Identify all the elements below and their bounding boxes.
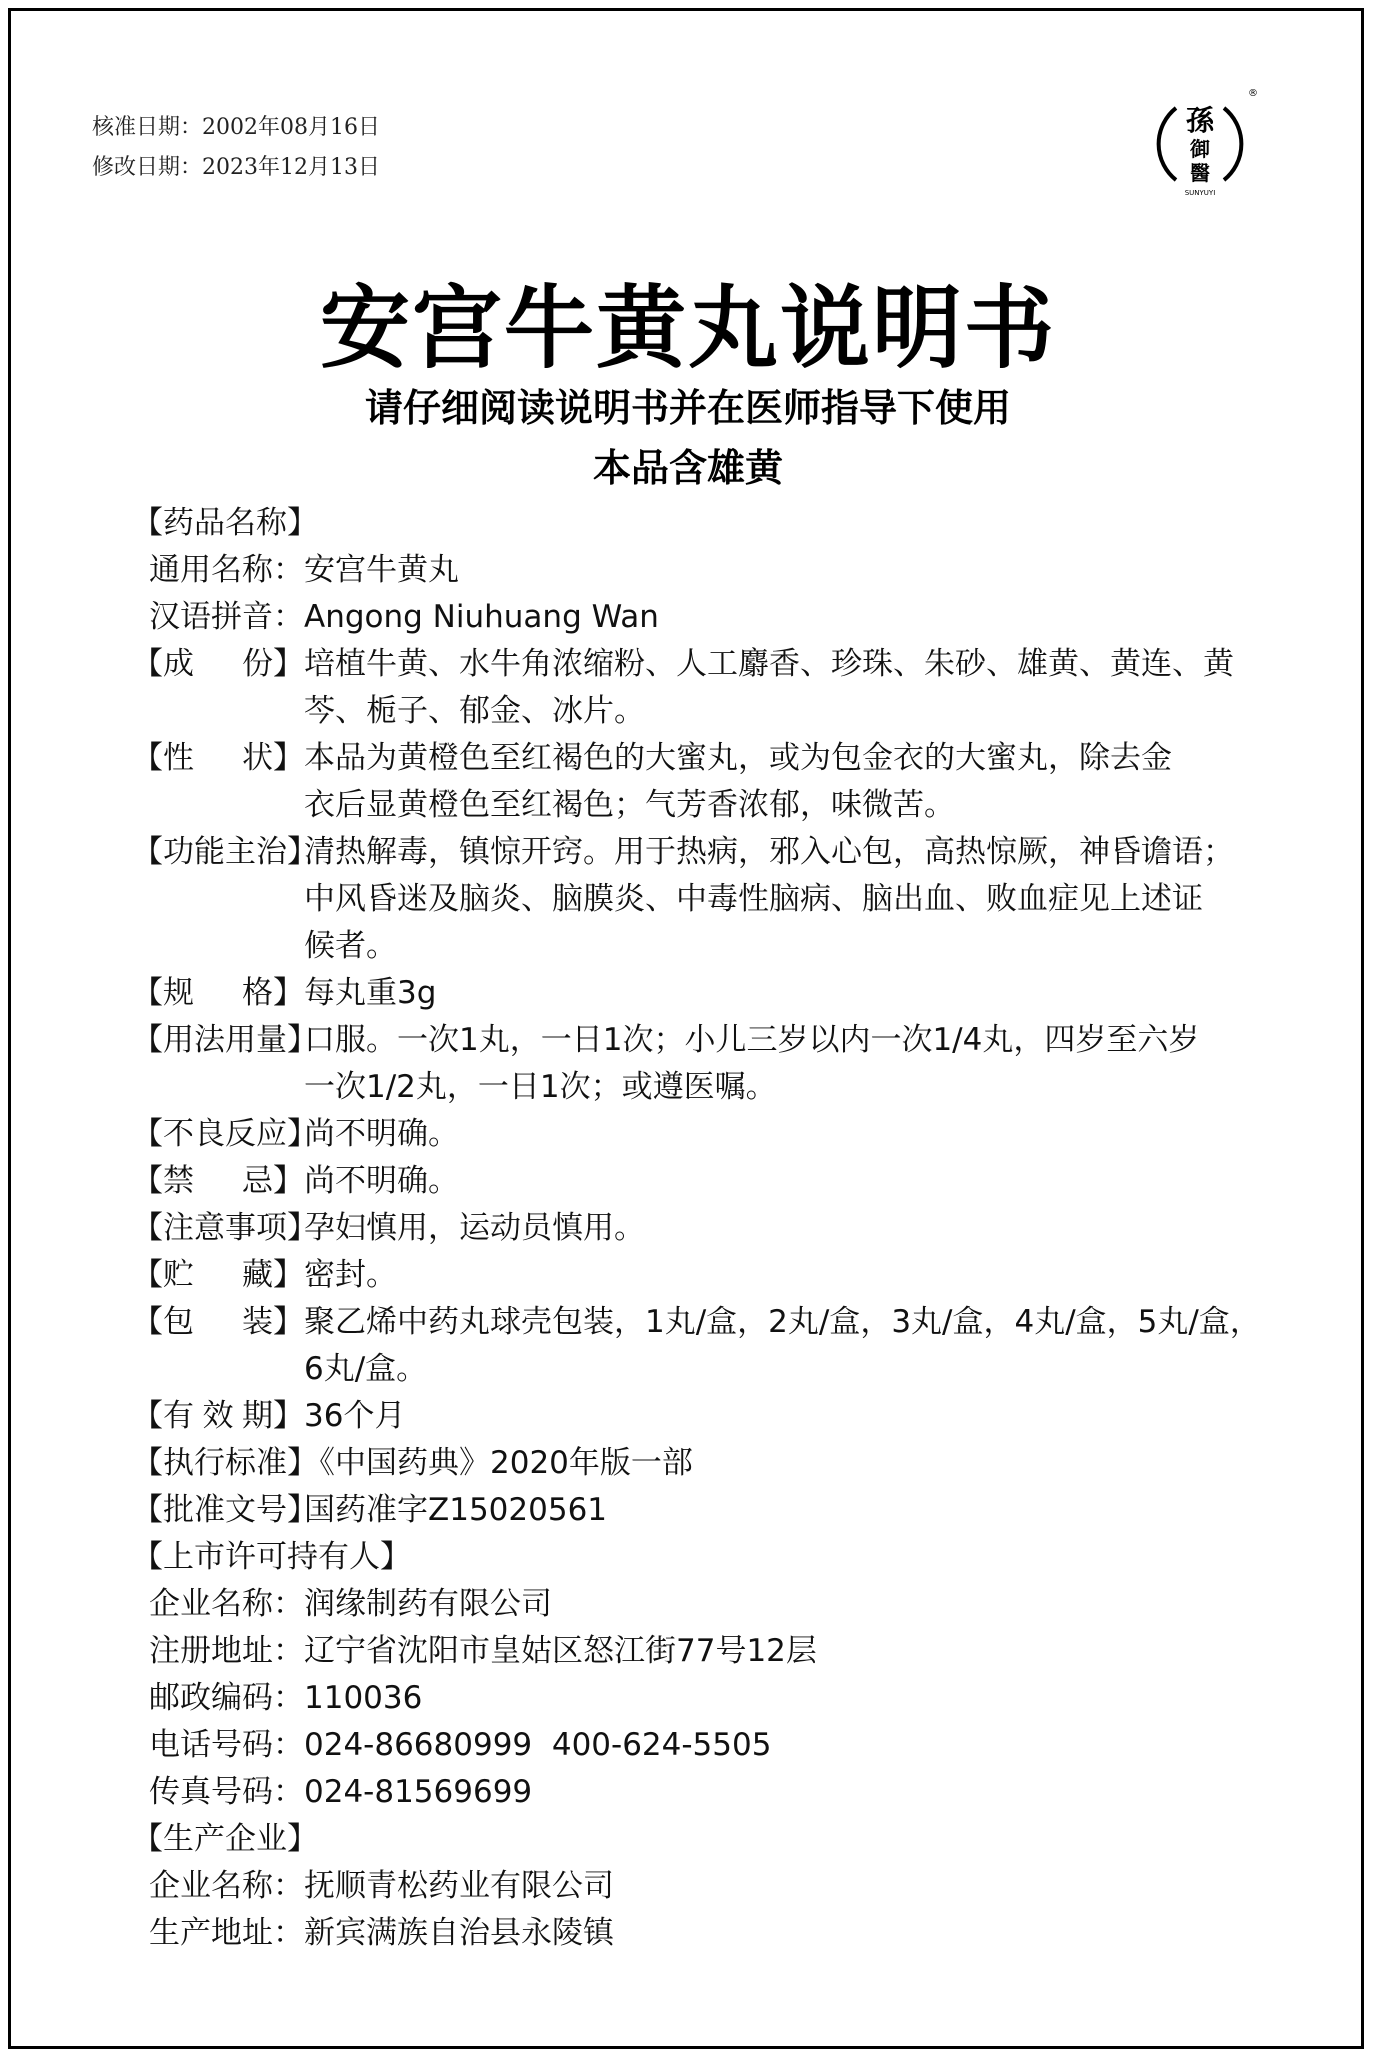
holder-field-row: 注册地址： 辽宁省沈阳市皇姑区怒江街77号12层 [149,1633,817,1669]
pinyin-row [132,594,1272,641]
instructions-body [132,500,1272,1957]
document-title: 安宫牛黄丸说明书 [320,276,1056,381]
svg-text:御: 御 [1190,137,1210,161]
storage-label: 【贮 藏】 [132,1257,304,1293]
appearance-label: 【性 状】 [132,740,304,776]
validity-label: 【有 效 期】 [132,1398,304,1434]
usage-warning: 请仔细阅读说明书并在医师指导下使用 [364,386,1011,430]
manufacturer-field-row: 生产地址： 新宾满族自治县永陵镇 [149,1915,614,1951]
package-value: 聚乙烯中药丸球壳包装，1丸/盒，2丸/盒，3丸/盒，4丸/盒，5丸/盒， 6丸/盒。 [304,1304,1261,1387]
package-label: 【包 装】 [132,1304,304,1340]
dosage-label: 【用法用量】 [132,1022,318,1058]
generic-name-row [132,547,1272,594]
indications-row [132,829,1272,970]
standard-row [132,1440,1272,1487]
svg-text:®: ® [1248,88,1258,99]
standard-label: 【执行标准】 [132,1445,318,1481]
pinyin-label: 汉语拼音： [149,599,304,635]
approval-number-label: 【批准文号】 [132,1492,318,1528]
ingredients-row [132,641,1272,735]
contraindications-label: 【禁 忌】 [132,1163,304,1199]
holder-field-row: 企业名称： 润缘制药有限公司 [149,1586,552,1622]
svg-text:SUNYUYI: SUNYUYI [1184,189,1216,197]
holder-field-row: 传真号码： 024-81569699 [149,1774,533,1810]
ingredients-value: 培植牛黄、水牛角浓缩粉、人工麝香、珍珠、朱砂、雄黄、黄连、黄 芩、栀子、郁金、冰片。 [304,646,1234,729]
storage-value: 密封。 [304,1257,397,1293]
pinyin-value: Angong Niuhuang Wan [304,599,659,635]
appearance-value: 本品为黄橙色至红褐色的大蜜丸，或为包金衣的大蜜丸，除去金 衣后显黄橙色至红褐色；气芳香浓郁，味微苦。 [304,740,1172,823]
realgar-notice: 本品含雄黄 [592,446,783,490]
appearance-row [132,735,1272,829]
holder-field-row: 邮政编码： 110036 [149,1680,423,1716]
generic-name-label: 通用名称： [149,552,304,588]
brand-logo-mark [1140,82,1260,202]
validity-row [132,1393,1272,1440]
holder-field-row: 电话号码： 024-86680999 400-624-5505 [149,1727,772,1763]
dosage-value: 口服。一次1丸，一日1次；小儿三岁以内一次1/4丸，四岁至六岁 一次1/2丸，一日1次；或遵医嘱。 [304,1022,1200,1105]
contraindications-row [132,1158,1272,1205]
approval-date: 核准日期：2002年08月16日 [92,115,380,140]
storage-row [132,1252,1272,1299]
spec-value: 每丸重3g [304,975,437,1011]
spec-label: 【规 格】 [132,975,304,1011]
adverse-row [132,1111,1272,1158]
indications-label: 【功能主治】 [132,834,318,870]
date-block [92,108,380,188]
precautions-label: 【注意事项】 [132,1210,318,1246]
approval-number-row [132,1487,1272,1534]
spec-row [132,970,1272,1017]
precautions-row [132,1205,1272,1252]
approval-number-value: 国药准字Z15020561 [304,1492,608,1528]
svg-text:孫: 孫 [1185,104,1215,137]
section-marketing-holder: 【上市许可持有人】 [132,1539,411,1575]
adverse-label: 【不良反应】 [132,1116,318,1152]
revision-date: 修改日期：2023年12月13日 [92,155,380,180]
package-row [132,1299,1272,1393]
dosage-row [132,1017,1272,1111]
svg-text:醫: 醫 [1190,161,1210,185]
brand-logo [1140,82,1260,202]
contraindications-value: 尚不明确。 [304,1163,459,1199]
validity-value: 36个月 [304,1398,406,1434]
section-drug-name: 【药品名称】 [132,505,318,541]
standard-value: 《中国药典》2020年版一部 [304,1445,693,1481]
generic-name-value: 安宫牛黄丸 [304,552,459,588]
ingredients-label: 【成 份】 [132,646,304,682]
indications-value: 清热解毒，镇惊开窍。用于热病，邪入心包，高热惊厥，神昏谵语； 中风昏迷及脑炎、脑膜炎、中毒性脑病、脑出血、败血症见上述证 候者。 [304,834,1234,964]
section-manufacturer: 【生产企业】 [132,1821,318,1857]
adverse-value: 尚不明确。 [304,1116,459,1152]
manufacturer-field-row: 企业名称： 抚顺青松药业有限公司 [149,1868,614,1904]
precautions-value: 孕妇慎用，运动员慎用。 [304,1210,645,1246]
